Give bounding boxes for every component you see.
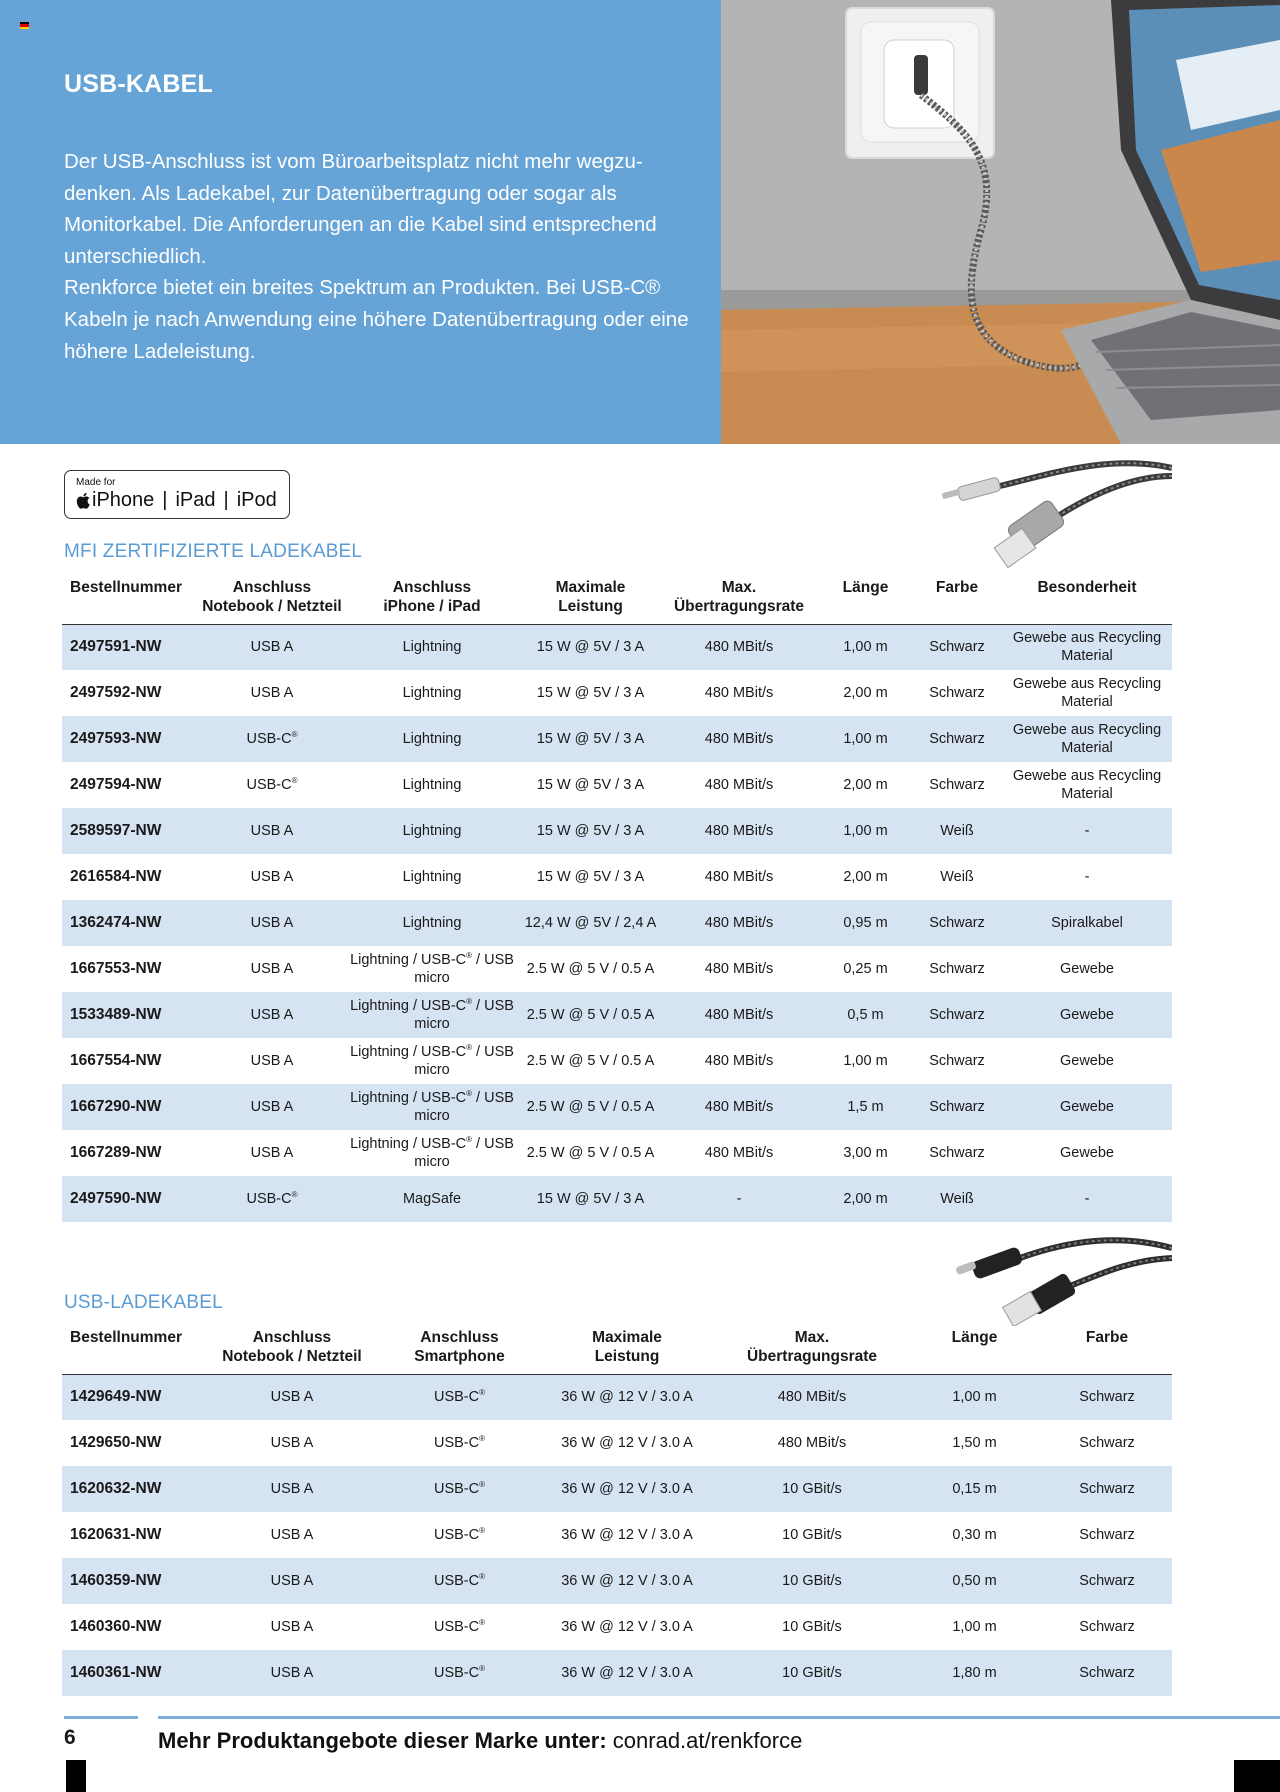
cell-conn-nb: USB A	[202, 992, 342, 1038]
cell-rate: 480 MBit/s	[659, 1084, 819, 1130]
cell-conn-nb: USB A	[202, 1420, 382, 1466]
cell-length: 1,00 m	[907, 1374, 1042, 1420]
cell-length: 1,50 m	[907, 1420, 1042, 1466]
cell-order: 1460359-NW	[62, 1558, 202, 1604]
cell-conn-ph: Lightning / USB-C® / USB micro	[342, 992, 522, 1038]
cell-conn-nb: USB A	[202, 946, 342, 992]
cell-special: Gewebe	[1002, 1130, 1172, 1176]
cell-power: 12,4 W @ 5V / 2,4 A	[522, 900, 659, 946]
col-header-connector-notebook: Anschluss Notebook / Netzteil	[222, 1329, 362, 1365]
usb-c-cable-image	[950, 1234, 1172, 1326]
cell-color: Schwarz	[912, 992, 1002, 1038]
cell-conn-ph: USB-C®	[382, 1650, 537, 1696]
col-header-special: Besonderheit	[1037, 579, 1137, 596]
cell-conn-nb: USB-C®	[202, 716, 342, 762]
cell-conn-ph: USB-C®	[382, 1558, 537, 1604]
table-row	[62, 992, 1172, 1038]
cell-color: Weiß	[912, 808, 1002, 854]
cell-conn-ph: USB-C®	[382, 1466, 537, 1512]
cell-power: 15 W @ 5V / 3 A	[522, 762, 659, 808]
cell-rate: 480 MBit/s	[659, 1130, 819, 1176]
cell-special: Gewebe	[1002, 1084, 1172, 1130]
lightning-cable-image	[940, 456, 1172, 568]
badge-ipad: iPad	[175, 489, 216, 511]
cell-conn-ph: Lightning / USB-C® / USB micro	[342, 946, 522, 992]
hero-banner	[0, 0, 1280, 444]
table-row	[62, 946, 1172, 992]
col-header-length: Länge	[951, 1329, 998, 1346]
cell-rate: -	[659, 1176, 819, 1222]
cell-special: Gewebe aus Recycling Material	[1002, 624, 1172, 670]
cell-color: Schwarz	[1042, 1420, 1172, 1466]
cell-power: 15 W @ 5V / 3 A	[522, 624, 659, 670]
cell-conn-ph: Lightning	[342, 854, 522, 900]
cell-rate: 480 MBit/s	[659, 992, 819, 1038]
cell-power: 2.5 W @ 5 V / 0.5 A	[522, 992, 659, 1038]
cell-conn-nb: USB A	[202, 1466, 382, 1512]
footer-note	[158, 1728, 802, 1754]
badge-ipod: iPod	[236, 489, 277, 511]
cell-color: Schwarz	[1042, 1650, 1172, 1696]
cell-length: 0,50 m	[907, 1558, 1042, 1604]
cell-conn-nb: USB A	[202, 854, 342, 900]
badge-devices	[76, 489, 277, 512]
cell-rate: 10 GBit/s	[717, 1650, 907, 1696]
cell-length: 1,00 m	[819, 1038, 912, 1084]
hero-text-panel	[0, 0, 721, 444]
cell-rate: 480 MBit/s	[717, 1374, 907, 1420]
col-header-connector-smartphone: Anschluss Smartphone	[414, 1329, 505, 1365]
col-header-power: Maximale Leistung	[555, 579, 626, 615]
cell-power: 36 W @ 12 V / 3.0 A	[537, 1604, 717, 1650]
cell-power: 2.5 W @ 5 V / 0.5 A	[522, 1084, 659, 1130]
cell-conn-ph: Lightning / USB-C® / USB micro	[342, 1130, 522, 1176]
cell-conn-nb: USB A	[202, 624, 342, 670]
cell-color: Schwarz	[912, 1130, 1002, 1176]
page-number: 6	[64, 1726, 76, 1749]
cell-conn-nb: USB A	[202, 1084, 342, 1130]
col-header-connector-notebook: Anschluss Notebook / Netzteil	[202, 579, 342, 615]
cell-special: -	[1002, 808, 1172, 854]
cell-power: 2.5 W @ 5 V / 0.5 A	[522, 946, 659, 992]
cell-length: 2,00 m	[819, 670, 912, 716]
cell-length: 1,00 m	[819, 716, 912, 762]
cell-rate: 10 GBit/s	[717, 1558, 907, 1604]
cell-conn-ph: Lightning	[342, 762, 522, 808]
cell-conn-ph: Lightning / USB-C® / USB micro	[342, 1084, 522, 1130]
cell-conn-nb: USB A	[202, 1604, 382, 1650]
cell-order: 2497591-NW	[62, 624, 202, 670]
cell-power: 15 W @ 5V / 3 A	[522, 716, 659, 762]
cell-power: 15 W @ 5V / 3 A	[522, 670, 659, 716]
cell-length: 3,00 m	[819, 1130, 912, 1176]
page-title: USB-KABEL	[64, 70, 214, 98]
cell-conn-ph: Lightning	[342, 670, 522, 716]
footer-marker-right	[1234, 1760, 1280, 1792]
cell-length: 1,5 m	[819, 1084, 912, 1130]
cell-conn-nb: USB A	[202, 670, 342, 716]
col-header-color: Farbe	[1085, 1329, 1129, 1346]
col-header-order: Bestellnummer	[70, 579, 182, 596]
table-row	[62, 900, 1172, 946]
cell-order: 1620631-NW	[62, 1512, 202, 1558]
cell-conn-ph: Lightning	[342, 624, 522, 670]
cell-rate: 480 MBit/s	[659, 854, 819, 900]
footer-rule-left	[64, 1716, 138, 1719]
cell-rate: 480 MBit/s	[659, 946, 819, 992]
cell-rate: 480 MBit/s	[659, 624, 819, 670]
cell-rate: 480 MBit/s	[659, 900, 819, 946]
cell-conn-ph: USB-C®	[382, 1512, 537, 1558]
table-row	[62, 1512, 1172, 1558]
table-row	[62, 716, 1172, 762]
table-row	[62, 1176, 1172, 1222]
cell-rate: 480 MBit/s	[659, 762, 819, 808]
cell-special: Gewebe	[1002, 946, 1172, 992]
col-header-order: Bestellnummer	[70, 1329, 182, 1346]
cell-conn-nb: USB A	[202, 808, 342, 854]
cell-length: 2,00 m	[819, 1176, 912, 1222]
cell-rate: 10 GBit/s	[717, 1512, 907, 1558]
laptop-charging-illustration	[721, 0, 1280, 444]
mfi-section-title: MFI ZERTIFIZIERTE LADEKABEL	[64, 541, 363, 562]
cell-order: 1667289-NW	[62, 1130, 202, 1176]
cell-length: 0,5 m	[819, 992, 912, 1038]
footer-marker-left	[66, 1760, 86, 1792]
cell-conn-ph: MagSafe	[342, 1176, 522, 1222]
apple-logo-icon	[76, 492, 90, 509]
cell-conn-nb: USB A	[202, 1650, 382, 1696]
table-row	[62, 624, 1172, 670]
cell-special: Gewebe aus Recycling Material	[1002, 716, 1172, 762]
col-header-connector-iphone: Anschluss iPhone / iPad	[383, 579, 481, 615]
cell-power: 2.5 W @ 5 V / 0.5 A	[522, 1130, 659, 1176]
table-row	[62, 1130, 1172, 1176]
cell-power: 36 W @ 12 V / 3.0 A	[537, 1650, 717, 1696]
cell-conn-ph: Lightning	[342, 808, 522, 854]
badge-made-for: Made for	[76, 477, 116, 488]
cell-conn-nb: USB-C®	[202, 762, 342, 808]
cell-length: 1,00 m	[819, 624, 912, 670]
cell-power: 15 W @ 5V / 3 A	[522, 854, 659, 900]
cell-color: Schwarz	[912, 946, 1002, 992]
mfi-table-header	[62, 576, 1172, 624]
cell-length: 2,00 m	[819, 854, 912, 900]
badge-iphone: iPhone	[92, 489, 155, 511]
cell-conn-ph: Lightning	[342, 900, 522, 946]
cell-color: Schwarz	[1042, 1512, 1172, 1558]
table-row	[62, 670, 1172, 716]
cell-order: 2589597-NW	[62, 808, 202, 854]
cell-special: Gewebe	[1002, 992, 1172, 1038]
cell-order: 2616584-NW	[62, 854, 202, 900]
col-header-power: Maximale Leistung	[592, 1329, 662, 1365]
cell-color: Weiß	[912, 854, 1002, 900]
col-header-length: Länge	[842, 579, 889, 596]
cell-rate: 480 MBit/s	[717, 1420, 907, 1466]
cell-conn-ph: USB-C®	[382, 1420, 537, 1466]
cell-power: 2.5 W @ 5 V / 0.5 A	[522, 1038, 659, 1084]
cell-order: 1460360-NW	[62, 1604, 202, 1650]
cell-color: Schwarz	[1042, 1374, 1172, 1420]
cell-order: 2497594-NW	[62, 762, 202, 808]
cell-length: 2,00 m	[819, 762, 912, 808]
cell-color: Weiß	[912, 1176, 1002, 1222]
cell-rate: 10 GBit/s	[717, 1604, 907, 1650]
table-row	[62, 1374, 1172, 1420]
cell-length: 1,00 m	[907, 1604, 1042, 1650]
cell-power: 15 W @ 5V / 3 A	[522, 808, 659, 854]
cell-color: Schwarz	[912, 762, 1002, 808]
cell-order: 1362474-NW	[62, 900, 202, 946]
cell-rate: 480 MBit/s	[659, 716, 819, 762]
cell-length: 0,25 m	[819, 946, 912, 992]
cell-length: 0,30 m	[907, 1512, 1042, 1558]
usb-table-header	[62, 1326, 1172, 1374]
cell-conn-ph: Lightning	[342, 716, 522, 762]
cell-order: 1429650-NW	[62, 1420, 202, 1466]
german-flag-icon	[20, 22, 29, 29]
cell-order: 2497593-NW	[62, 716, 202, 762]
cell-power: 36 W @ 12 V / 3.0 A	[537, 1512, 717, 1558]
cell-power: 36 W @ 12 V / 3.0 A	[537, 1558, 717, 1604]
table-row	[62, 1420, 1172, 1466]
cell-special: -	[1002, 854, 1172, 900]
table-row	[62, 762, 1172, 808]
col-header-transfer-rate: Max. Übertragungsrate	[673, 579, 805, 615]
cell-special: Gewebe aus Recycling Material	[1002, 762, 1172, 808]
hero-paragraph-1: Der USB-Anschluss ist vom Büroarbeitsplatz nicht mehr wegzu-denken. Als Ladekabel, zur Datenübertragung oder sogar als Monitorkabel. Die Anforderungen an die Kabel sind entsprechend unterschiedlich.	[64, 150, 657, 268]
cell-color: Schwarz	[1042, 1604, 1172, 1650]
cell-conn-nb: USB A	[202, 1558, 382, 1604]
col-header-transfer-rate: Max. Übertragungsrate	[746, 1329, 878, 1365]
cell-conn-ph: Lightning / USB-C® / USB micro	[342, 1038, 522, 1084]
mfi-cable-table	[62, 576, 1172, 1222]
cell-color: Schwarz	[912, 900, 1002, 946]
cell-order: 1460361-NW	[62, 1650, 202, 1696]
cell-rate: 480 MBit/s	[659, 808, 819, 854]
cell-length: 1,80 m	[907, 1650, 1042, 1696]
cell-conn-nb: USB A	[202, 1038, 342, 1084]
hero-intro-text	[64, 146, 694, 367]
cell-special: Gewebe	[1002, 1038, 1172, 1084]
usb-section-title: USB-LADEKABEL	[64, 1292, 223, 1313]
cell-power: 36 W @ 12 V / 3.0 A	[537, 1374, 717, 1420]
table-row	[62, 1604, 1172, 1650]
table-row	[62, 1466, 1172, 1512]
cell-color: Schwarz	[912, 716, 1002, 762]
cell-order: 1667553-NW	[62, 946, 202, 992]
cell-length: 1,00 m	[819, 808, 912, 854]
cell-power: 36 W @ 12 V / 3.0 A	[537, 1466, 717, 1512]
cell-color: Schwarz	[912, 1084, 1002, 1130]
footer-link[interactable]: conrad.at/renkforce	[612, 1728, 803, 1753]
table-row	[62, 1650, 1172, 1696]
table-row	[62, 808, 1172, 854]
badge-separator: |	[162, 489, 168, 511]
table-row	[62, 854, 1172, 900]
cell-power: 36 W @ 12 V / 3.0 A	[537, 1420, 717, 1466]
cell-rate: 10 GBit/s	[717, 1466, 907, 1512]
cell-order: 2497592-NW	[62, 670, 202, 716]
cell-special: -	[1002, 1176, 1172, 1222]
cell-order: 1620632-NW	[62, 1466, 202, 1512]
cell-conn-nb: USB A	[202, 1374, 382, 1420]
cell-order: 1667554-NW	[62, 1038, 202, 1084]
cell-conn-ph: USB-C®	[382, 1604, 537, 1650]
cell-rate: 480 MBit/s	[659, 670, 819, 716]
cell-rate: 480 MBit/s	[659, 1038, 819, 1084]
footer-rule-right	[158, 1716, 1280, 1719]
cell-order: 1667290-NW	[62, 1084, 202, 1130]
cell-conn-nb: USB A	[202, 900, 342, 946]
cell-special: Gewebe aus Recycling Material	[1002, 670, 1172, 716]
cell-conn-ph: USB-C®	[382, 1374, 537, 1420]
cell-color: Schwarz	[912, 624, 1002, 670]
cell-conn-nb: USB-C®	[202, 1176, 342, 1222]
cell-color: Schwarz	[1042, 1466, 1172, 1512]
made-for-apple-badge	[64, 470, 290, 519]
cell-length: 0,15 m	[907, 1466, 1042, 1512]
cell-order: 2497590-NW	[62, 1176, 202, 1222]
table-row	[62, 1038, 1172, 1084]
cell-order: 1533489-NW	[62, 992, 202, 1038]
hero-photo	[721, 0, 1280, 444]
hero-paragraph-2: Renkforce bietet ein breites Spektrum an Produkten. Bei USB-C® Kabeln je nach Anwendung eine höhere Datenübertragung oder eine höhere Ladeleistung.	[64, 276, 689, 363]
badge-separator: |	[223, 489, 229, 511]
col-header-color: Farbe	[935, 579, 979, 596]
footer-note-label: Mehr Produktangebote dieser Marke unter:	[158, 1728, 607, 1753]
cell-color: Schwarz	[1042, 1558, 1172, 1604]
cell-conn-nb: USB A	[202, 1130, 342, 1176]
cell-length: 0,95 m	[819, 900, 912, 946]
table-row	[62, 1558, 1172, 1604]
cell-color: Schwarz	[912, 1038, 1002, 1084]
cell-conn-nb: USB A	[202, 1512, 382, 1558]
cell-special: Spiralkabel	[1002, 900, 1172, 946]
cell-power: 15 W @ 5V / 3 A	[522, 1176, 659, 1222]
table-row	[62, 1084, 1172, 1130]
cell-color: Schwarz	[912, 670, 1002, 716]
usb-cable-table	[62, 1326, 1172, 1696]
cell-order: 1429649-NW	[62, 1374, 202, 1420]
